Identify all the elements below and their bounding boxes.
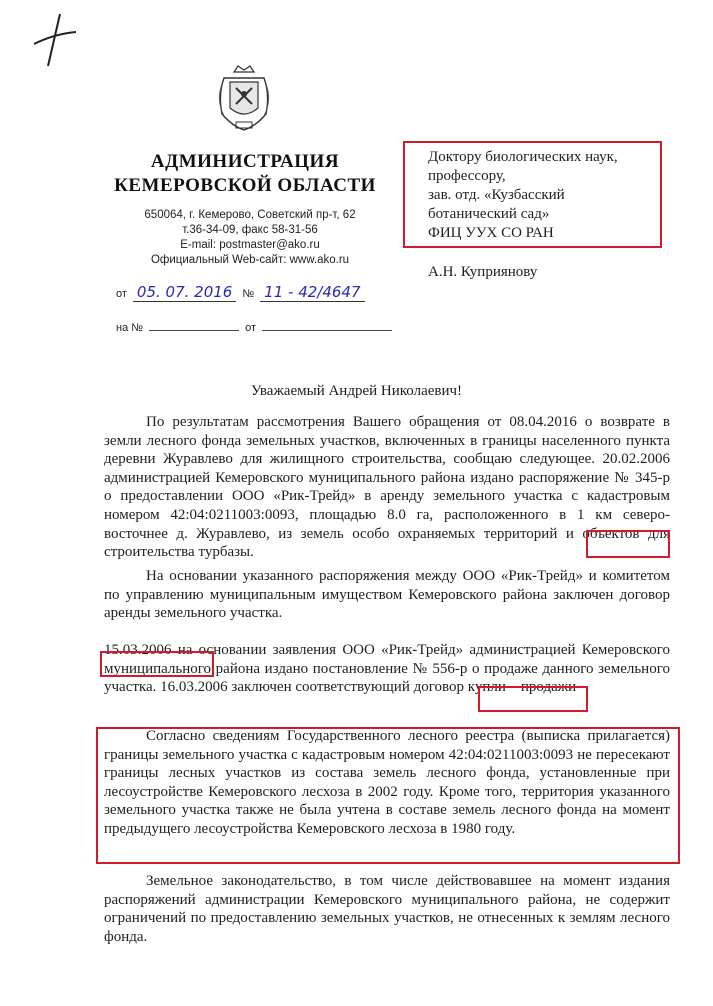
recipient-line: зав. отд. «Кузбасский (428, 187, 565, 203)
paragraph-highlight-box (96, 727, 680, 864)
p3-date1: 15.03.2006 (104, 642, 172, 658)
recipient-line: ФИЦ УУХ СО РАН (428, 225, 554, 241)
area-highlight-box (586, 530, 670, 558)
p1-area: 8.0 га, (387, 506, 434, 523)
p5-text: Земельное законодательство, в том числе действовавшее на момент издания распоряжений администрации Кемеровского муниципального района, не содержит ограничений по предоставлению земельных участков, не отнесенных к землям лесного фонда. (104, 873, 670, 945)
org-address: 650064, г. Кемерово, Советский пр-т, 62 (144, 209, 356, 221)
recipient-highlight-box (403, 141, 662, 248)
ref-no-label: № (242, 288, 255, 300)
p4-text: Согласно сведениям Государственного лесного реестра (выписка прилагается) границы земельного участка с кадастровым номером 42:04:0211003:0093 не пересекают границы лесных участков из состава земель лесного фонда, установленные при лесоустройстве Кемеровского лесхоза в 2002 году. Кроме того, территория указанного земельного участка также не была учтена в составе земель лесного фонда на момент предыдущего лесоустройства Кемеровского лесхоза в 1980 году. (104, 728, 670, 837)
ot-label: от (245, 322, 256, 334)
p3-date2: 16.03.2006 (160, 679, 228, 696)
recipient-name: А.Н. Куприянову (428, 264, 538, 280)
organization-contacts (120, 208, 380, 268)
org-name-line2: КЕМЕРОВСКОЙ ОБЛАСТИ (114, 175, 376, 196)
org-phones: т.36-34-09, факс 58-31-56 (182, 224, 318, 236)
p3-text-end: заключен соответствующий договор купли – продажи (231, 679, 577, 696)
date1-highlight-box (100, 651, 214, 677)
ot-blank (262, 320, 392, 331)
reference-line (116, 283, 365, 302)
org-website: Официальный Web-сайт: www.ako.ru (150, 254, 350, 266)
greeting: Уважаемый Андрей Николаевич! (250, 383, 463, 399)
org-name-line1: АДМИНИСТРАЦИЯ (150, 151, 340, 172)
na-blank (149, 320, 239, 331)
na-label: на № (116, 322, 144, 334)
handwritten-cross-mark (28, 10, 78, 70)
org-email: E-mail: postmaster@ako.ru (180, 239, 320, 251)
in-reply-line (116, 320, 392, 334)
ref-from-label: от (116, 288, 127, 300)
p3-text-mid: на основании заявления ООО «Рик-Трейд» администрацией Кемеровского муниципального района издано постановление № 556-р о продаже данного земельного участка. (104, 642, 670, 696)
body-paragraph-5 (104, 872, 670, 946)
ref-date-handwritten: 05. 07. 2016 (133, 283, 236, 302)
kemerovo-coat-of-arms-icon (216, 64, 272, 134)
recipient-line: ботанический сад» (428, 206, 550, 222)
p2-text: На основании указанного распоряжения между ООО «Рик-Трейд» и комитетом по управлению муниципальным имуществом Кемеровского района заключен договор аренды земельного участка. (104, 568, 670, 622)
body-paragraph-2 (104, 567, 670, 623)
ref-number-handwritten: 11 - 42/4647 (260, 283, 364, 302)
organization-name (110, 150, 380, 198)
recipient-line: Доктору биологических наук, (428, 149, 618, 165)
p1-text-end: расположенного в 1 км северо-восточнее д. Журавлево, из земель особо охраняемых территорий и объектов для строительства турбазы. (104, 506, 671, 561)
p1-text-start: По результатам рассмотрения Вашего обращения от 08.04.2016 о возврате в земли лесного фонда земельных участков, включенных в границы населенного пункта деревни Журавлево для жилищного строительства, сообщаю следующее. 20.02.2006 администрацией Кемеровского муниципального района издано распоряжение № 345-р о предоставлении ООО «Рик-Трейд» в аренду земельного участка с кадастровым номером 42:04:0211003:0093, площадью (104, 414, 670, 523)
recipient-line: профессору, (428, 168, 506, 184)
date2-highlight-box (478, 686, 588, 712)
